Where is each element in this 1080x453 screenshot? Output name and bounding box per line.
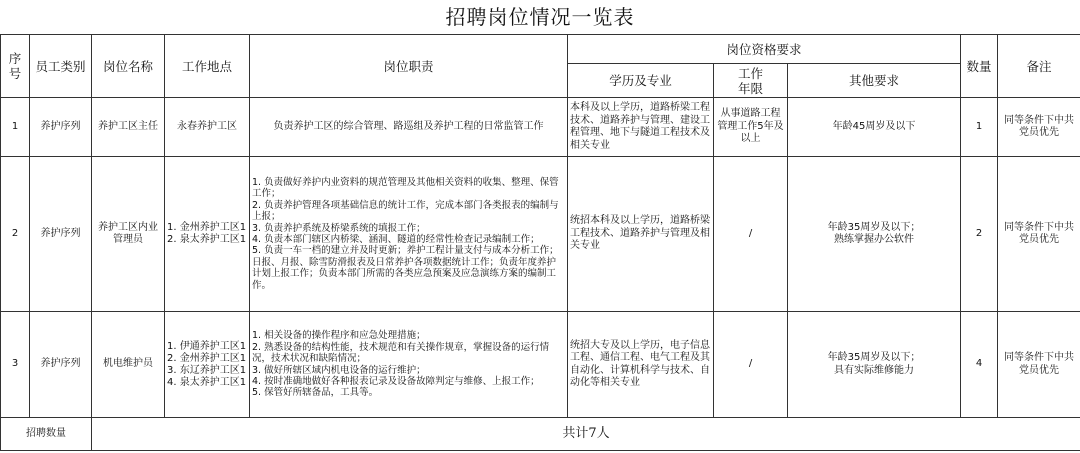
duty-line: 5. 保管好所辖备品，工具等。 (252, 387, 379, 399)
cell-location (165, 312, 250, 418)
header-duties: 岗位职责 (250, 35, 568, 98)
cell-duties (250, 157, 568, 312)
cell-seq: 3 (1, 312, 30, 418)
cell-other (788, 157, 961, 312)
table-row (1, 312, 1080, 418)
location-line: 1. 伊通养护工区1 (167, 340, 247, 352)
cell-years: 从事道路工程管理工作5年及以上 (714, 98, 788, 157)
cell-post-name: 机电维护员 (92, 312, 165, 418)
cell-count: 4 (961, 312, 998, 418)
header-location: 工作地点 (165, 35, 250, 98)
location-line: 4. 泉太养护工区1 (167, 376, 247, 388)
cell-duties (250, 312, 568, 418)
header-count: 数量 (961, 35, 998, 98)
cell-count: 1 (961, 98, 998, 157)
other-line: 年龄35周岁及以下； (827, 221, 921, 233)
recruitment-table (0, 34, 1080, 451)
cell-seq: 1 (1, 98, 30, 157)
total-value: 共计7人 (92, 418, 1080, 451)
cell-category: 养护序列 (30, 312, 92, 418)
duty-line: 4. 按时准确地做好各种报表记录及设备故障判定与维修、上报工作； (252, 375, 540, 387)
cell-post-name: 养护工区内业管理员 (92, 157, 165, 312)
header-category: 员工类别 (30, 35, 92, 98)
cell-other (788, 312, 961, 418)
location-line: 2. 泉太养护工区1 (167, 234, 247, 245)
cell-location (165, 157, 250, 312)
duty-line: 4. 负责本部门辖区内桥梁、涵洞、隧道的经常性检查记录编制工作； (252, 234, 540, 245)
duty-line: 1. 相关设备的操作程序和应急处理措施； (252, 330, 426, 342)
cell-remarks: 同等条件下中共党员优先 (998, 98, 1080, 157)
cell-remarks: 同等条件下中共党员优先 (998, 157, 1080, 312)
duty-line: 3. 负责养护系统及桥梁系统的填报工作； (252, 222, 426, 234)
header-remarks: 备注 (998, 35, 1080, 98)
other-line: 熟练掌握办公软件 (834, 234, 914, 245)
table-row (1, 98, 1080, 157)
other-line: 具有实际维修能力 (834, 364, 914, 376)
header-qualifications: 岗位资格要求 (568, 35, 961, 64)
cell-other: 年龄45周岁及以下 (788, 98, 961, 157)
duty-line: 2. 负责养护管理各项基础信息的统计工作，完成本部门各类报表的编制与上报； (252, 199, 559, 223)
header-post-name: 岗位名称 (92, 35, 165, 98)
cell-education: 统招大专及以上学历，电子信息工程、通信工程、电气工程及其自动化、计算机科学与技术、自动化等相关专业 (568, 312, 714, 418)
cell-years: / (714, 157, 788, 312)
location-line: 2. 金州养护工区1 (167, 352, 247, 364)
header-seq: 序号 (1, 35, 30, 98)
header-education: 学历及专业 (568, 64, 714, 98)
cell-seq: 2 (1, 157, 30, 312)
cell-post-name: 养护工区主任 (92, 98, 165, 157)
cell-category: 养护序列 (30, 98, 92, 157)
cell-count: 2 (961, 157, 998, 312)
header-other: 其他要求 (788, 64, 961, 98)
cell-location: 永春养护工区 (165, 98, 250, 157)
header-years: 工作 年限 (714, 64, 788, 98)
location-line: 3. 东辽养护工区1 (167, 364, 247, 376)
location-line: 1. 金州养护工区1 (167, 222, 247, 233)
cell-years: / (714, 312, 788, 418)
cell-duties: 负责养护工区的综合管理、路巡组及养护工程的日常监管工作 (250, 98, 568, 157)
cell-remarks: 同等条件下中共党员优先 (998, 312, 1080, 418)
other-line: 年龄35周岁及以下； (827, 352, 921, 363)
total-label: 招聘数量 (1, 418, 92, 451)
cell-education: 本科及以上学历，道路桥梁工程技术、道路养护与管理、建设工程管理、地下与隧道工程技术及相关专业 (568, 98, 714, 157)
duty-line: 2. 熟悉设备的结构性能，技术规范和有关操作规章，掌握设备的运行情况，技术状况和缺陷情况； (252, 341, 550, 365)
table-row (1, 157, 1080, 312)
cell-education: 统招本科及以上学历，道路桥梁工程技术、道路养护与管理及相关专业 (568, 157, 714, 312)
duty-line: 3. 做好所辖区域内机电设备的运行维护； (252, 364, 426, 376)
page-title: 招聘岗位情况一览表 (445, 5, 635, 29)
duty-line: 5. 负责一车一档的建立并及时更新；养护工程计量支付与成本分析工作；日报、月报、除雪防滑报表及日常养护各项数据统计工作；负责年度养护计划上报工作；负责本部门所需的各类应急预案及应急演练方案的编制工作。 (252, 245, 559, 291)
total-row (1, 418, 1080, 451)
cell-category: 养护序列 (30, 157, 92, 312)
duty-line: 1. 负责做好养护内业资料的规范管理及其他相关资料的收集、整理、保管工作； (252, 176, 559, 200)
